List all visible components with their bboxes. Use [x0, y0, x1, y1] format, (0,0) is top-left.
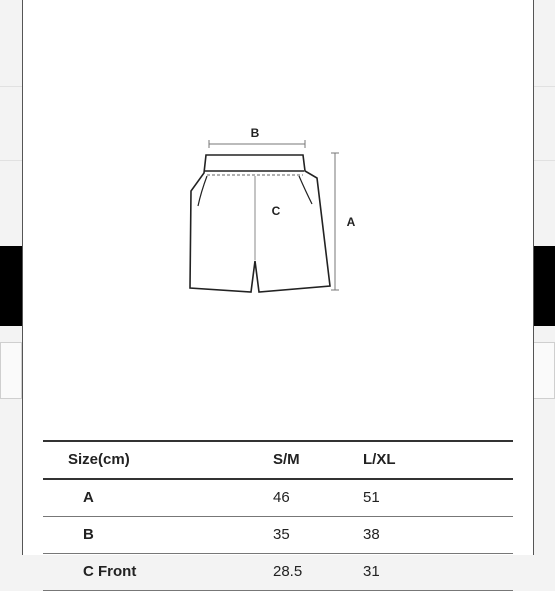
- row-label: A: [83, 489, 94, 506]
- table-row: [43, 554, 513, 591]
- background-box-left: [0, 342, 22, 399]
- background-band-right: [532, 246, 555, 326]
- table-row: [43, 517, 513, 554]
- background-box-right: [533, 342, 555, 399]
- row-lxl-value: 51: [363, 489, 380, 506]
- size-table: [43, 440, 513, 591]
- table-row: [43, 480, 513, 517]
- row-sm-value: 46: [273, 489, 290, 506]
- background-band-left: [0, 246, 22, 326]
- row-lxl-value: 38: [363, 526, 380, 543]
- label-b: B: [250, 126, 260, 140]
- label-a: A: [346, 215, 356, 229]
- header-lxl: L/XL: [363, 451, 396, 468]
- row-label: B: [83, 526, 94, 543]
- label-c: C: [271, 204, 281, 218]
- header-sm: S/M: [273, 451, 300, 468]
- row-sm-value: 35: [273, 526, 290, 543]
- size-table-header: [43, 440, 513, 480]
- row-lxl-value: 31: [363, 563, 380, 580]
- size-guide-card: [22, 0, 534, 580]
- shorts-outline: [190, 155, 330, 292]
- row-label: C Front: [83, 563, 137, 580]
- shorts-measurement-diagram: [23, 0, 533, 330]
- header-size: Size(cm): [68, 451, 130, 468]
- row-sm-value: 28.5: [273, 563, 303, 580]
